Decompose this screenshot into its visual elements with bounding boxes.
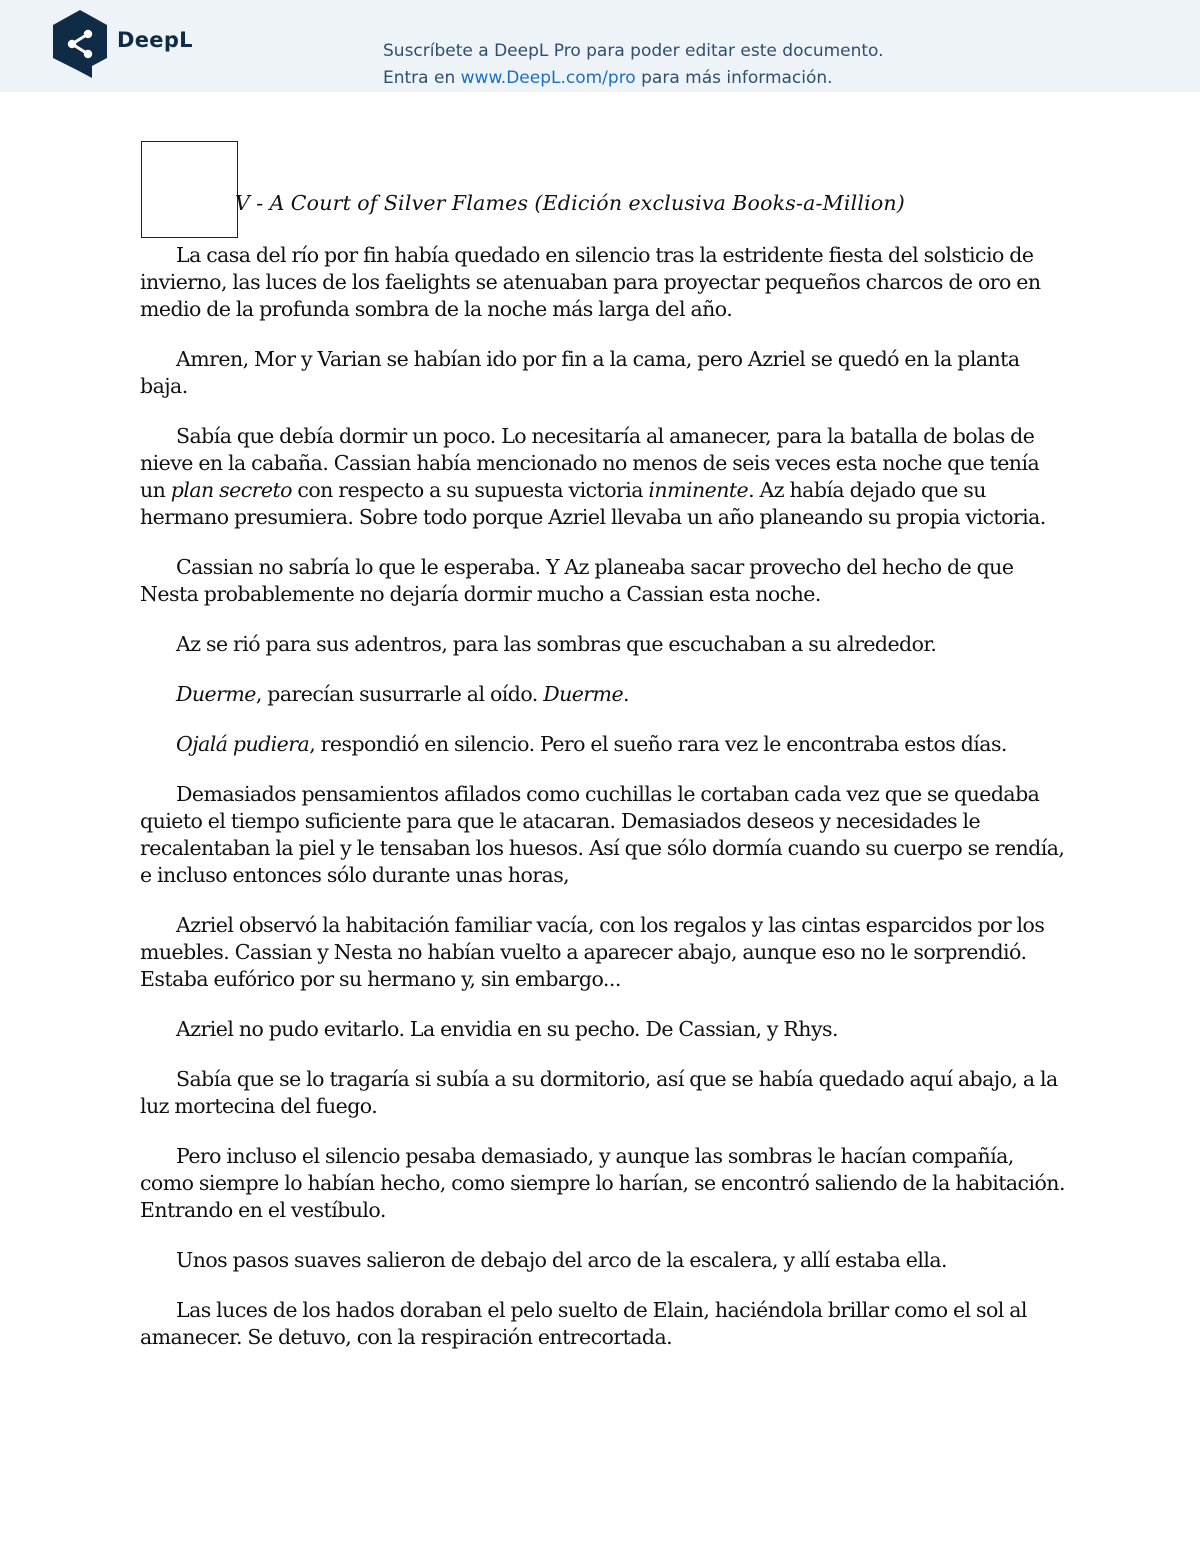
paragraph-9: Azriel observó la habitación familiar vacía, con los regalos y las cintas esparcidos por los muebles. Cassian y Nesta no habían vuelto a aparecer abajo, aunque eso no le sorprendió. Estaba eufórico por su hermano y, sin embargo... — [140, 913, 1045, 991]
emphasis-ojala-pudiera: Ojalá pudiera — [176, 732, 310, 756]
paragraph-7 — [140, 731, 1065, 758]
promo-line-2 — [383, 65, 884, 92]
emphasis-duerme-1: Duerme — [176, 682, 256, 706]
deepl-pro-link[interactable]: www.DeepL.com/pro — [460, 68, 636, 88]
emphasis-plan-secreto: plan secreto — [170, 478, 292, 502]
paragraph-1: La casa del río por fin había quedado en silencio tras la estridente fiesta del solsticio de invierno, las luces de los faelights se atenuaban para proyectar pequeños charcos de oro en medio de la profunda sombra de la noche más larga del año. — [140, 243, 1041, 321]
document-title: V - A Court of Silver Flames (Edición exclusiva Books-a-Million) — [235, 191, 906, 215]
paragraph-4: Cassian no sabría lo que le esperaba. Y Az planeaba sacar provecho del hecho de que Nesta probablemente no dejaría dormir mucho a Cassian esta noche. — [140, 555, 1014, 606]
promo-line-2-after: para más información. — [635, 68, 833, 88]
deepl-logo-icon[interactable] — [50, 8, 110, 80]
paragraph-6 — [140, 681, 1065, 708]
paragraph-8: Demasiados pensamientos afilados como cuchillas le cortaban cada vez que se quedaba quieto el tiempo suficiente para que le atacaran. Demasiados deseos y necesidades le recalentaban la piel y le tensaban los huesos. Así que sólo dormía cuando su cuerpo se rendía, e incluso entonces sólo durante unas horas, — [140, 782, 1065, 887]
deepl-banner — [0, 0, 1200, 92]
promo-line-1: Suscríbete a DeepL Pro para poder editar este documento. — [383, 41, 884, 61]
promo-line-2-before: Entra en — [383, 68, 461, 88]
paragraph-6-part-b: , parecían susurrarle al oído. — [255, 682, 544, 706]
paragraph-10: Azriel no pudo evitarlo. La envidia en su pecho. De Cassian, y Rhys. — [176, 1017, 838, 1041]
paragraph-13: Unos pasos suaves salieron de debajo del arco de la escalera, y allí estaba ella. — [176, 1248, 947, 1272]
paragraph-7-part-b: , respondió en silencio. Pero el sueño rara vez le encontraba estos días. — [309, 732, 1007, 756]
paragraph-3 — [140, 423, 1065, 531]
document-body — [140, 190, 1065, 1374]
paragraph-3-part-e: . Az había dejado que su hermano presumiera. Sobre todo porque Azriel llevaba un año planeando su propia victoria. — [140, 478, 1046, 529]
paragraph-12: Pero incluso el silencio pesaba demasiado, y aunque las sombras le hacían compañía, como siempre lo habían hecho, como siempre lo harían, se encontró saliendo de la habitación. Entrando en el vestíbulo. — [140, 1144, 1065, 1222]
paragraph-5: Az se rió para sus adentros, para las sombras que escuchaban a su alrededor. — [176, 632, 937, 656]
paragraph-3-part-c: con respecto a su supuesta victoria — [291, 478, 649, 502]
paragraph-6-part-d: . — [623, 682, 629, 706]
paragraph-14: Las luces de los hados doraban el pelo suelto de Elain, haciéndola brillar como el sol al amanecer. Se detuvo, con la respiración entrecortada. — [140, 1298, 1027, 1349]
pro-promo-text — [383, 38, 884, 92]
emphasis-duerme-2: Duerme — [543, 682, 624, 706]
deepl-brand-name: DeepL — [117, 28, 193, 52]
paragraph-3-part-a: Sabía que debía dormir un poco. Lo necesitaría al amanecer, para la batalla de bolas de nieve en la cabaña. Cassian había mencionado no menos de seis veces esta noche que tenía un — [140, 424, 1040, 502]
paragraph-2: Amren, Mor y Varian se habían ido por fin a la cama, pero Azriel se quedó en la planta baja. — [140, 347, 1020, 398]
emphasis-inminente: inminente — [648, 478, 749, 502]
paragraph-11: Sabía que se lo tragaría si subía a su dormitorio, así que se había quedado aquí abajo, a la luz mortecina del fuego. — [140, 1067, 1058, 1118]
